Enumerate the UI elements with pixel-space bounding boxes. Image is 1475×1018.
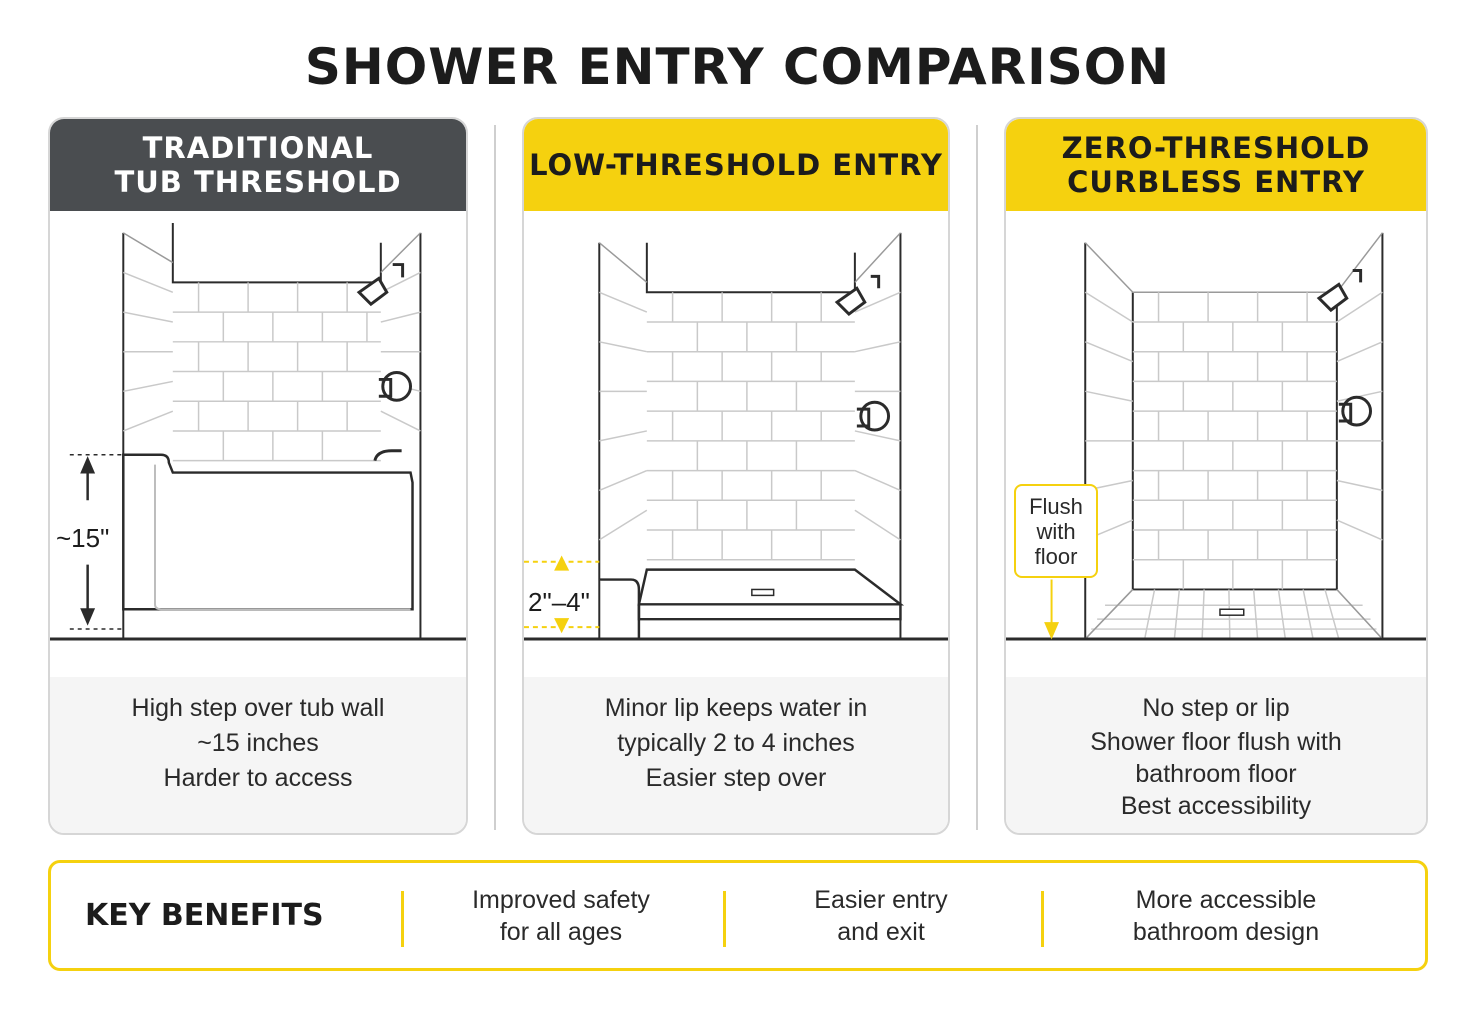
key-benefits-bar	[48, 860, 1428, 971]
panel-low-threshold	[522, 117, 950, 835]
benefit-item	[731, 863, 1031, 968]
panel-header	[524, 119, 948, 211]
benefit-line: and exit	[837, 917, 925, 946]
tub-shower-illustration	[50, 211, 466, 641]
description-line: bathroom floor	[1135, 760, 1297, 788]
benefit-item	[411, 863, 711, 968]
benefit-separator	[401, 891, 404, 947]
panel-header-line: LOW-THRESHOLD ENTRY	[529, 148, 943, 182]
description-line: No step or lip	[1142, 694, 1290, 722]
callout-line: with	[1036, 519, 1076, 544]
key-benefits-title: KEY BENEFITS	[85, 898, 324, 933]
panel-traditional-tub	[48, 117, 468, 835]
benefit-line: More accessible	[1135, 885, 1317, 914]
benefit-line: Improved safety	[472, 885, 650, 914]
panel-header-line: CURBLESS ENTRY	[1067, 165, 1365, 199]
panel-header-line: TRADITIONAL	[142, 131, 374, 165]
flush-with-floor-callout	[1014, 484, 1098, 578]
description-line: High step over tub wall	[131, 694, 385, 722]
callout-line: floor	[1034, 544, 1078, 569]
description-line: Best accessibility	[1120, 792, 1312, 820]
threshold-height-label: 2"–4"	[528, 587, 590, 617]
panel-description	[50, 677, 466, 833]
low-threshold-illustration	[524, 211, 948, 641]
description-line: Harder to access	[163, 764, 353, 792]
panel-divider	[976, 125, 978, 830]
description-line: Minor lip keeps water in	[604, 694, 868, 722]
panel-description	[524, 677, 948, 833]
panel-header	[1006, 119, 1426, 211]
benefit-line: Easier entry	[814, 885, 948, 914]
panel-description	[1006, 677, 1426, 833]
benefit-separator	[723, 891, 726, 947]
panel-header	[50, 119, 466, 211]
description-line: typically 2 to 4 inches	[617, 729, 855, 757]
page-title: SHOWER ENTRY COMPARISON	[304, 38, 1171, 96]
panel-header-line: TUB THRESHOLD	[114, 165, 402, 199]
benefit-line: bathroom design	[1132, 917, 1320, 946]
panel-zero-threshold	[1004, 117, 1428, 835]
panel-header-line: ZERO-THRESHOLD	[1061, 131, 1371, 165]
callout-line: Flush	[1029, 494, 1083, 519]
description-line: Easier step over	[645, 764, 827, 792]
benefit-item	[1061, 863, 1391, 968]
description-line: Shower floor flush with	[1090, 728, 1342, 756]
description-line: ~15 inches	[197, 729, 319, 757]
panel-divider	[494, 125, 496, 830]
threshold-height-label: ~15"	[56, 523, 110, 553]
benefit-line: for all ages	[499, 917, 623, 946]
benefit-separator	[1041, 891, 1044, 947]
